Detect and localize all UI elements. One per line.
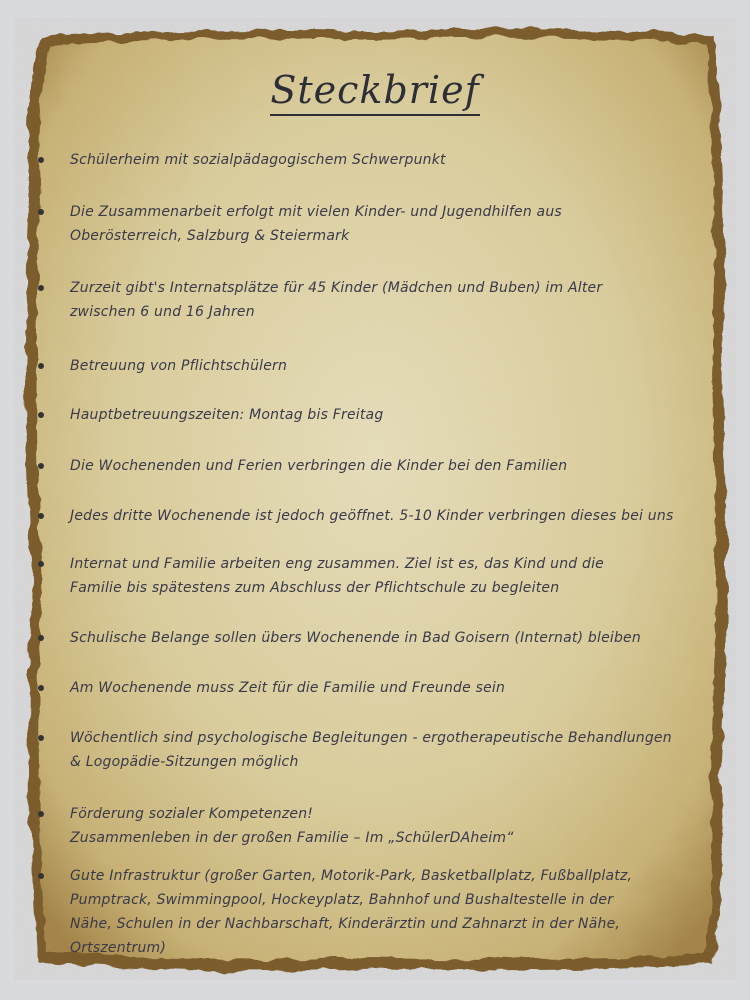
list-item <box>38 200 738 248</box>
parchment-sheet <box>14 18 736 980</box>
list-item <box>38 552 738 600</box>
bullet-icon <box>38 363 44 369</box>
list-item <box>38 403 738 427</box>
list-item-text: Am Wochenende muss Zeit für die Familie und Freunde sein <box>70 680 506 696</box>
list-item <box>38 864 738 960</box>
bullet-icon <box>38 463 44 469</box>
list-item <box>38 454 738 478</box>
list-item-text: Gute Infrastruktur (großer Garten, Motorik-Park, Basketballplatz, Fußballplatz, Pumptrack, Swimmingpool, Hockeyplatz, Bahnhof und Bushaltestelle in der Nähe, Schulen in der Nachbarschaft, Kinderärztin und Zahnarzt in der Nähe, Ortszentrum) <box>70 868 633 956</box>
bullet-icon <box>38 735 44 741</box>
bullet-icon <box>38 412 44 418</box>
list-item-text: Die Wochenenden und Ferien verbringen die Kinder bei den Familien <box>70 458 568 474</box>
list-item <box>38 276 738 324</box>
bullet-icon <box>38 285 44 291</box>
list-item-text: Betreuung von Pflichtschülern <box>70 358 288 374</box>
list-item-text: Zurzeit gibt's Internatsplätze für 45 Kinder (Mädchen und Buben) im Alter zwischen 6 und 16 Jahren <box>70 280 603 320</box>
list-item <box>38 504 738 528</box>
bullet-icon <box>38 513 44 519</box>
list-item-text: Die Zusammenarbeit erfolgt mit vielen Kinder- und Jugendhilfen aus Oberösterreich, Salzburg & Steiermark <box>70 204 562 244</box>
list-item-text: Hauptbetreuungszeiten: Montag bis Freitag <box>70 407 384 423</box>
list-item-text: Förderung sozialer Kompetenzen! Zusammenleben in der großen Familie – Im „SchülerDAheim“ <box>70 806 514 846</box>
list-item <box>38 626 738 650</box>
bullet-icon <box>38 561 44 567</box>
bullet-icon <box>38 635 44 641</box>
list-item-text: Schulische Belange sollen übers Wochenende in Bad Goisern (Internat) bleiben <box>70 630 641 646</box>
list-item <box>38 726 738 774</box>
parchment-content <box>14 18 736 980</box>
bullet-icon <box>38 811 44 817</box>
list-item-text: Schülerheim mit sozialpädagogischem Schwerpunkt <box>70 152 446 168</box>
list-item <box>38 354 738 378</box>
list-item-text: Jedes dritte Wochenende ist jedoch geöffnet. 5-10 Kinder verbringen dieses bei uns <box>70 508 674 524</box>
list-item-text: Wöchentlich sind psychologische Begleitungen - ergotherapeutische Behandlungen & Logopädie-Sitzungen möglich <box>70 730 672 770</box>
bullet-icon <box>38 685 44 691</box>
list-item <box>38 802 738 850</box>
bullet-icon <box>38 873 44 879</box>
bullet-icon <box>38 157 44 163</box>
page-title <box>14 68 736 112</box>
bullet-icon <box>38 209 44 215</box>
list-item <box>38 148 738 172</box>
title-text: Steckbrief <box>270 68 479 116</box>
list-item <box>38 676 738 700</box>
list-item-text: Internat und Familie arbeiten eng zusammen. Ziel ist es, das Kind und die Familie bis spätestens zum Abschluss der Pflichtschule zu begleiten <box>70 556 604 596</box>
